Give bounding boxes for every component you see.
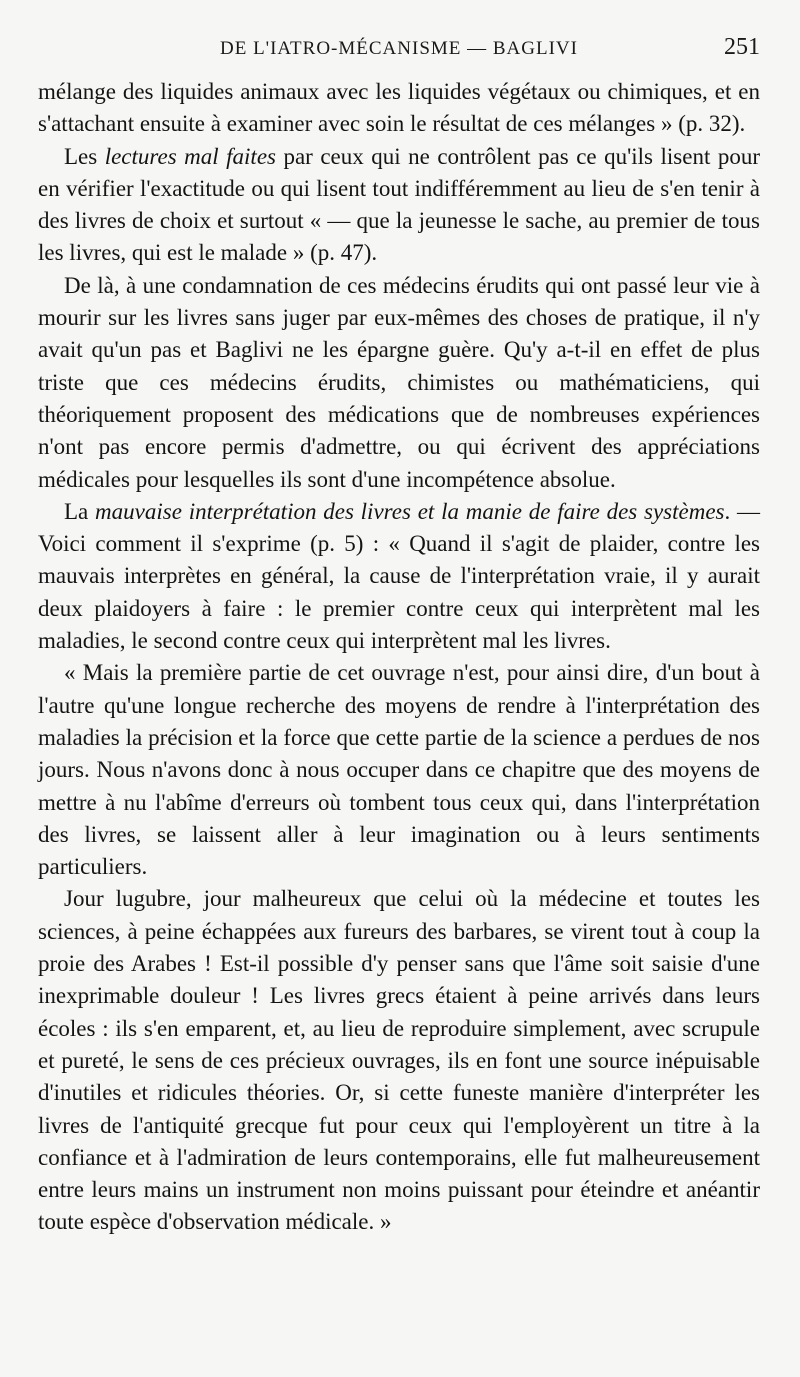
running-head [38, 34, 760, 66]
paragraph [38, 141, 760, 270]
text-segment: « Mais la première partie de cet ouvrage n'est, pour ainsi dire, d'un bout à l'autre qu'une longue recherche des moyens de rendre à l'interprétation des maladies la précision et la force que cette partie de la science a perdues de nos jours. Nous n'avons donc à nous occuper dans ce chapitre que des moyens de mettre à nu l'abîme d'erreurs où tombent tous ceux qui, dans l'interprétation des livres, se laissent aller à leur imagination ou à leurs sentiments particuliers. [38, 660, 760, 880]
body-text [38, 76, 760, 1239]
running-title: DE L'IATRO-MÉCANISME — BAGLIVI [220, 38, 578, 59]
text-segment: De là, à une condamnation de ces médecins érudits qui ont passé leur vie à mourir sur les livres sans juger par eux-mêmes des choses de pratique, il n'y avait qu'un pas et Baglivi ne les épargne guère. Qu'y a-t-il en effet de plus triste que ces médecins érudits, chimistes ou mathématiciens, qui théoriquement proposent des médications que de nombreuses expériences n'ont pas encore permis d'admettre, ou qui écrivent des appréciations médicales pour lesquelles ils sont d'une incompétence absolue. [38, 272, 760, 492]
paragraph [38, 496, 760, 657]
text-segment: Jour lugubre, jour malheureux que celui où la médecine et toutes les sciences, à peine échappées aux fureurs des barbares, se virent tout à coup la proie des Arabes ! Est-il possible d'y penser sans que l'âme soit saisie d'une inexprimable douleur ! Les livres grecs étaient à peine arrivés dans leurs écoles : ils s'en emparent, et, au lieu de reproduire simplement, avec scrupule et pureté, le sens de ces précieux ouvrages, ils en font une source inépuisable d'inutiles et ridicules théories. Or, si cette funeste manière d'interpréter les livres de l'antiquité grecque fut pour ceux qui l'employèrent un titre à la confiance et à l'admiration de leurs contemporains, elle fut malheureusement entre leurs mains un instrument non moins puissant pour éteindre et anéantir toute espèce d'observation médicale. » [38, 886, 760, 1235]
paragraph [38, 270, 760, 496]
italic-heading: mauvaise interprétation des livres et la manie de faire des systèmes [95, 498, 725, 524]
paragraph [38, 657, 760, 883]
italic-heading: lectures mal faites [104, 143, 276, 169]
page-number: 251 [724, 34, 760, 60]
text-segment: Les [64, 143, 105, 169]
paragraph [38, 883, 760, 1238]
text-segment: . — Voici comment il s'exprime (p. 5) : « Quand il s'agit de plaider, contre les mauvais interprètes en général, la cause de l'interprétation vraie, il y aurait deux plaidoyers à faire : le premier contre ceux qui interprètent mal les maladies, le second contre ceux qui interprètent mal les livres. [38, 498, 761, 654]
text-segment: mélange des liquides animaux avec les liquides végétaux ou chimiques, et en s'attachant ensuite à examiner avec soin le résultat de ces mélanges » (p. 32). [38, 79, 760, 137]
paragraph [38, 76, 760, 141]
text-segment: par ceux qui ne contrôlent pas ce qu'ils lisent pour en vérifier l'exactitude ou qui lisent tout indifféremment au lieu de s'en tenir à des livres de choix et surtout « — que la jeunesse le sache, au premier de tous les livres, qui est le malade » (p. 47). [38, 143, 760, 266]
text-segment: La [64, 498, 96, 524]
